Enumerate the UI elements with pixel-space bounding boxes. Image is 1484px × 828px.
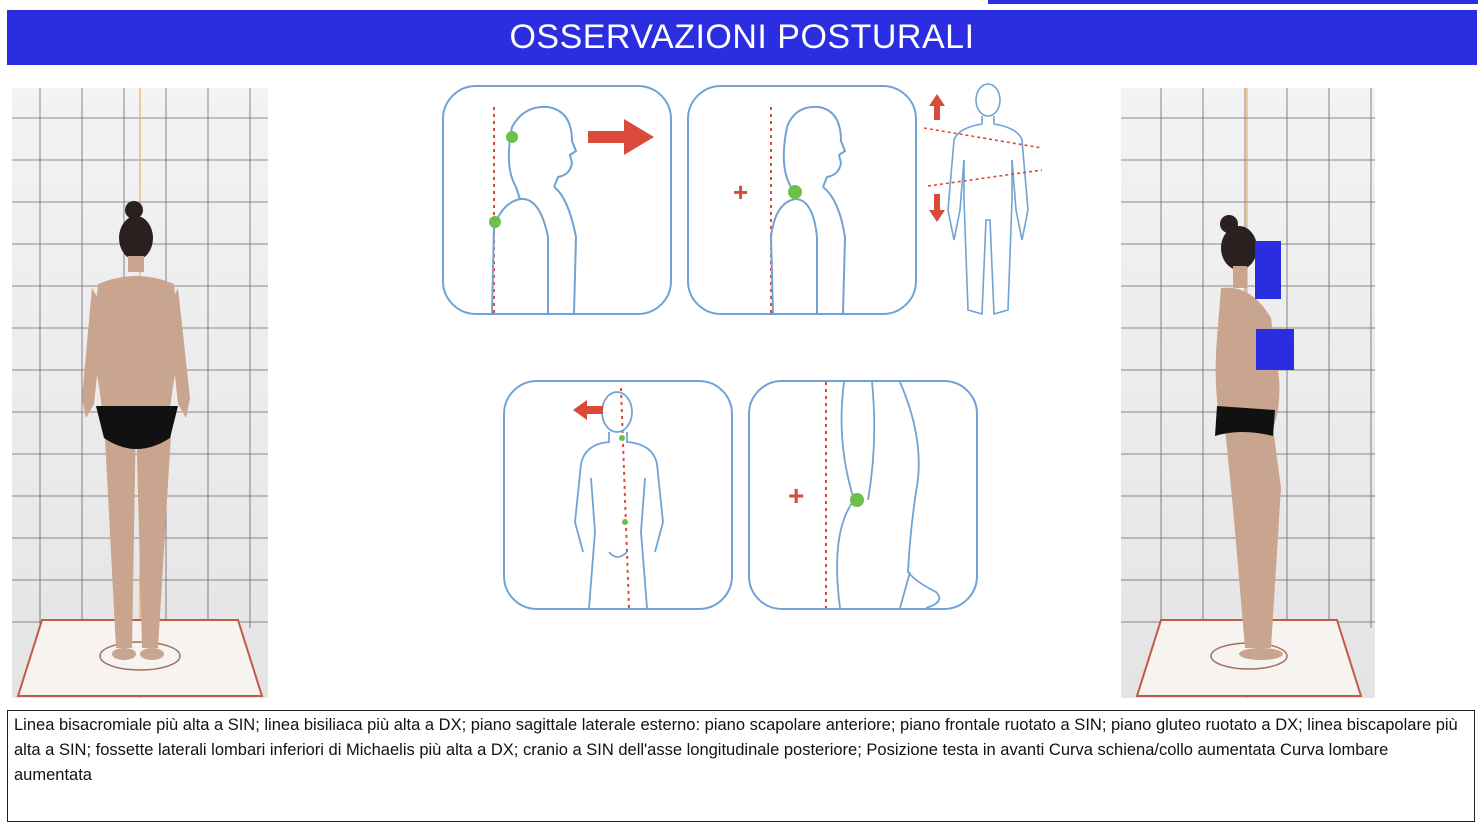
observations-box xyxy=(7,710,1475,822)
page-title: OSSERVAZIONI POSTURALI xyxy=(509,18,975,56)
lumbar-curve-diagram xyxy=(748,380,978,610)
forward-head-diagram xyxy=(442,85,672,315)
left-arrow-icon xyxy=(573,400,603,420)
plus-icon: + xyxy=(788,480,805,511)
neck-curve-diagram xyxy=(687,85,917,315)
header-bar xyxy=(7,10,1477,65)
top-accent-strip xyxy=(988,0,1478,4)
rear-view-photo xyxy=(12,88,268,698)
privacy-redaction-face xyxy=(1255,241,1281,299)
side-view-photo xyxy=(1121,88,1375,698)
body-tilt-figure xyxy=(918,80,1048,320)
forward-arrow-icon xyxy=(588,119,654,155)
plus-icon: + xyxy=(733,177,749,207)
privacy-redaction-chest xyxy=(1256,329,1294,370)
spine-rear-diagram xyxy=(503,380,733,610)
observations-text: Linea bisacromiale più alta a SIN; linea bisiliaca più alta a DX; piano sagittale laterale esterno: piano scapolare anteriore; piano frontale ruotato a SIN; piano gluteo ruotato a DX; linea biscapolare più alta a SIN; fossette laterali lombari inferiori di Michaelis più alta a DX; cranio a SIN dell'asse longitudinale posteriore; Posizione testa in avanti Curva schiena/collo aumentata Curva lombare aumentata xyxy=(14,716,1458,784)
